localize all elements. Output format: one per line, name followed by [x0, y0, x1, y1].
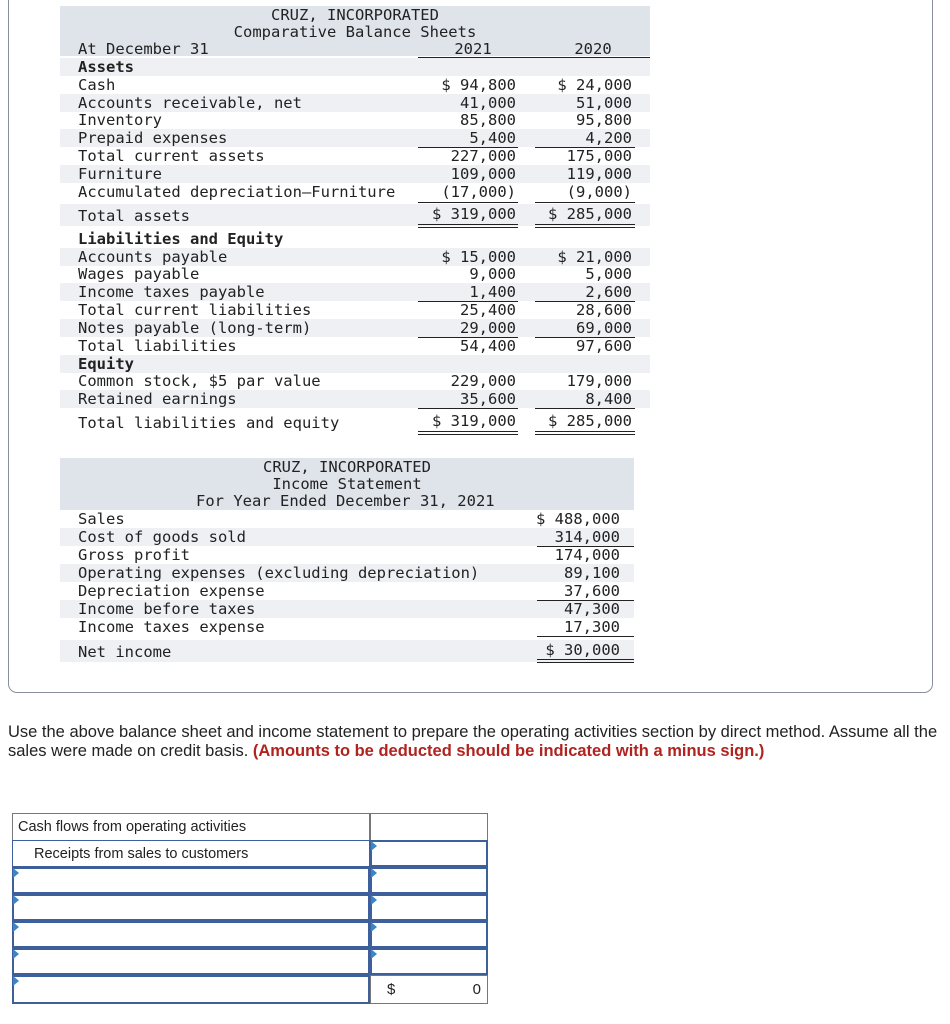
bs-col-2020: 2020	[574, 40, 612, 58]
liabilities-heading: Liabilities and Equity	[78, 230, 284, 248]
row-label: Total liabilities	[78, 337, 237, 355]
value: $ 30,000	[545, 641, 620, 659]
value-2021: 25,400	[460, 301, 516, 319]
value-2020: 5,000	[585, 265, 632, 283]
value-2020: 179,000	[566, 372, 632, 390]
row-label: Prepaid expenses	[78, 129, 228, 147]
double-rule	[537, 659, 634, 663]
assets-heading: Assets	[78, 58, 134, 76]
is-title: Income Statement	[272, 475, 422, 493]
row-band	[60, 355, 650, 373]
dropdown-marker-icon	[371, 922, 377, 932]
line-5-amount-input[interactable]	[370, 948, 488, 975]
row-label: Income before taxes	[78, 600, 256, 618]
row-label: Accounts receivable, net	[78, 94, 302, 112]
value-2021: $ 319,000	[432, 412, 516, 430]
value-2021: $ 319,000	[432, 205, 516, 223]
row-label: Gross profit	[78, 546, 190, 564]
dropdown-marker-icon	[13, 976, 19, 986]
row-label: Total assets	[78, 207, 190, 225]
bs-col-2021: 2021	[454, 40, 492, 58]
value-2021: (17,000)	[441, 183, 516, 201]
row-label: Net income	[78, 643, 172, 661]
row-label: Accounts payable	[78, 248, 228, 266]
line-2-amount-input[interactable]	[370, 867, 488, 894]
bs-company: CRUZ, INCORPORATED	[271, 6, 439, 24]
double-rule	[418, 431, 518, 435]
row-label: Income taxes payable	[78, 283, 265, 301]
total-label-input[interactable]	[12, 975, 370, 1004]
receipts-label: Receipts from sales to customers	[12, 840, 370, 867]
line-3-label-input[interactable]	[12, 894, 370, 921]
dropdown-marker-icon	[371, 841, 377, 851]
rule	[418, 57, 650, 58]
value: 47,300	[564, 600, 620, 618]
value-2021: 5,400	[469, 129, 516, 147]
bs-date-label: At December 31	[78, 40, 209, 58]
instructions-text: Use the above balance sheet and income statement to prepare the operating activities section by direct method. Assume all the sales were made on credit basis.	[8, 723, 938, 760]
rule	[418, 408, 518, 409]
value-2020: $ 21,000	[557, 248, 632, 266]
rule	[535, 408, 635, 409]
row-label: Furniture	[78, 165, 162, 183]
value-2021: 41,000	[460, 94, 516, 112]
total-value: 0	[472, 981, 481, 998]
value-2020: $ 285,000	[548, 205, 632, 223]
worksheet-header: Cash flows from operating activities	[12, 813, 370, 841]
row-band	[60, 58, 650, 76]
dropdown-marker-icon	[371, 949, 377, 959]
value-2021: $ 94,800	[441, 76, 516, 94]
value-2020: 119,000	[566, 165, 632, 183]
row-label: Cash	[78, 76, 116, 94]
total-amount-cell	[370, 975, 488, 1004]
row-label: Sales	[78, 510, 125, 528]
double-rule	[535, 224, 635, 228]
value-2020: 97,600	[576, 337, 632, 355]
dropdown-marker-icon	[13, 868, 19, 878]
receipts-amount-input[interactable]	[370, 840, 488, 867]
value: 17,300	[564, 618, 620, 636]
value-2021: 54,400	[460, 337, 516, 355]
value-2021: 227,000	[450, 147, 516, 165]
is-period: For Year Ended December 31, 2021	[196, 492, 495, 510]
value-2020: 4,200	[585, 129, 632, 147]
value-2021: 9,000	[469, 265, 516, 283]
double-rule	[418, 224, 518, 228]
line-4-label-input[interactable]	[12, 921, 370, 948]
row-label: Total current liabilities	[78, 301, 312, 319]
rule	[418, 202, 518, 203]
row-label: Notes payable (long-term)	[78, 319, 312, 337]
value-2020: 95,800	[576, 111, 632, 129]
value: $ 488,000	[536, 510, 620, 528]
value: 314,000	[554, 528, 620, 546]
value: 37,600	[564, 582, 620, 600]
row-label: Total liabilities and equity	[78, 414, 340, 432]
value-2020: 69,000	[576, 319, 632, 337]
row-label: Retained earnings	[78, 390, 237, 408]
value: 174,000	[554, 546, 620, 564]
dropdown-marker-icon	[13, 895, 19, 905]
line-5-label-input[interactable]	[12, 948, 370, 975]
value-2021: 29,000	[460, 319, 516, 337]
row-label: Income taxes expense	[78, 618, 265, 636]
value-2021: $ 15,000	[441, 248, 516, 266]
line-2-label-input[interactable]	[12, 867, 370, 894]
row-label: Common stock, $5 par value	[78, 372, 321, 390]
value-2020: 51,000	[576, 94, 632, 112]
value-2020: 2,600	[585, 283, 632, 301]
row-label: Depreciation expense	[78, 582, 265, 600]
value-2020: $ 24,000	[557, 76, 632, 94]
dropdown-marker-icon	[13, 922, 19, 932]
dropdown-marker-icon	[13, 949, 19, 959]
row-label: Operating expenses (excluding depreciation)	[78, 564, 480, 582]
value-2020: (9,000)	[566, 183, 632, 201]
value: 89,100	[564, 564, 620, 582]
value-2020: 175,000	[566, 147, 632, 165]
equity-heading: Equity	[78, 355, 134, 373]
is-company: CRUZ, INCORPORATED	[263, 458, 431, 476]
dropdown-marker-icon	[371, 895, 377, 905]
value-2021: 229,000	[450, 372, 516, 390]
dropdown-marker-icon	[371, 868, 377, 878]
bs-title: Comparative Balance Sheets	[233, 23, 477, 41]
rule	[535, 202, 635, 203]
value-2021: 109,000	[450, 165, 516, 183]
value-2021: 35,600	[460, 390, 516, 408]
row-label: Cost of goods sold	[78, 528, 246, 546]
row-label: Inventory	[78, 111, 162, 129]
row-label: Total current assets	[78, 147, 265, 165]
value-2020: 8,400	[585, 390, 632, 408]
row-label: Accumulated depreciation—Furniture	[78, 183, 396, 201]
value-2021: 85,800	[460, 111, 516, 129]
line-3-amount-input[interactable]	[370, 894, 488, 921]
row-label: Wages payable	[78, 265, 200, 283]
instructions	[8, 723, 940, 761]
line-4-amount-input[interactable]	[370, 921, 488, 948]
value-2021: 1,400	[469, 283, 516, 301]
currency-symbol: $	[387, 981, 396, 998]
value-2020: $ 285,000	[548, 412, 632, 430]
instructions-emphasis: (Amounts to be deducted should be indicated with a minus sign.)	[252, 742, 765, 760]
rule	[537, 636, 634, 637]
value-2020: 28,600	[576, 301, 632, 319]
double-rule	[535, 431, 635, 435]
header-amount-cell	[370, 813, 488, 841]
